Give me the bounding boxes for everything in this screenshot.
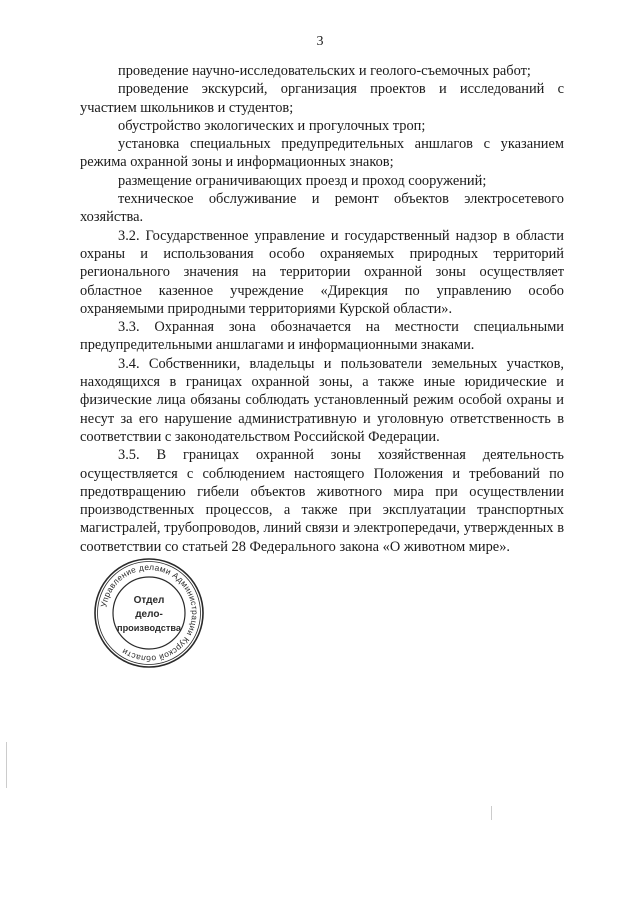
paragraph-3-4: 3.4. Собственники, владельцы и пользователи земельных участков, находящихся в границах охранной зоны, а также иные юридические и физические лица обязаны соблюдать установленный режим особой охраны и несут за его нарушение административную и уголовную ответственность в соответствии с законодательством Российской Федерации. [80,355,564,445]
page-number: 3 [316,34,324,49]
stamp-ring-text: Управление делами Администрации Курской области [98,561,201,665]
paragraph: техническое обслуживание и ремонт объектов электросетевого хозяйства. [80,191,564,226]
paragraph-3-5: 3.5. В границах охранной зоны хозяйственная деятельность осуществляется с соблюдением настоящего Положения и требований по предотвращению гибели объектов животного мира при осуществлении производственных процессов, а также при эксплуатации транспортных магистралей, трубопроводов, линий связи и электропередачи, утвержденных в соответствии со статьей 28 Федерального закона «О животном мире». [80,447,564,555]
office-stamp [93,557,205,669]
paragraph: проведение научно-исследовательских и геолого-съемочных работ; [118,63,531,79]
scan-artifact-mark [6,742,7,788]
paragraph: проведение экскурсий, организация проектов и исследований с участием школьников и студентов; [80,81,564,116]
stamp-center-line-2: дело- [135,609,163,620]
paragraph-3-2: 3.2. Государственное управление и государственный надзор в области охраны и использования особо охраняемых природных территорий регионального значения на территории охранной зоны осуществляет областное казенное учреждение «Дирекция по управлению особо охраняемыми природными территориями Курской области». [80,227,564,317]
paragraph-3-3: 3.3. Охранная зона обозначается на местности специальными предупредительными аншлагами и информационными знаками. [80,319,564,354]
paragraph: установка специальных предупредительных аншлагов с указанием режима охранной зоны и информационных знаков; [80,136,564,171]
document-body [80,62,564,556]
paragraph: обустройство экологических и прогулочных троп; [118,117,426,134]
stamp-seal-icon [93,557,205,669]
scan-artifact-mark [491,806,492,820]
paragraph: размещение ограничивающих проезд и проход сооружений; [118,172,487,189]
stamp-center-line-1: Отдел [133,595,165,606]
stamp-center-line-3: производства [117,623,181,633]
